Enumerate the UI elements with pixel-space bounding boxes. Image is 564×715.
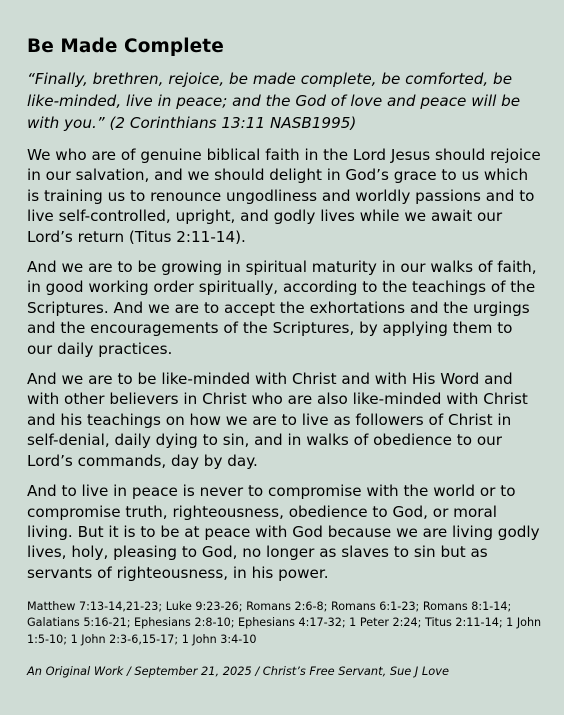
body-paragraph-1: We who are of genuine biblical faith in the Lord Jesus should rejoice in our salvation, and we should delight in God’s grace to us which is training us to renounce ungodliness and worldly passions and to live self-controlled, upright, and godly lives while we await our Lord’s return (Titus 2:11-14). [27, 146, 541, 246]
author-footer: An Original Work / September 21, 2025 / Christ’s Free Servant, Sue J Love [27, 664, 449, 679]
scripture-quote: “Finally, brethren, rejoice, be made complete, be comforted, be like-minded, live in peace; and the God of love and peace will be with you.” (2 Corinthians 13:11 NASB1995) [27, 70, 521, 132]
article-title: Be Made Complete [27, 36, 224, 57]
body-paragraph-4: And to live in peace is never to compromise with the world or to compromise truth, righteousness, obedience to God, or moral living. But it is to be at peace with God because we are living godly lives, holy, pleasing to God, no longer as slaves to sin but as servants of righteousness, in his power. [27, 482, 540, 582]
scripture-references: Matthew 7:13-14,21-23; Luke 9:23-26; Romans 2:6-8; Romans 6:1-23; Romans 8:1-14; Galatians 5:16-21; Ephesians 2:8-10; Ephesians 4:17-32; 1 Peter 2:24; Titus 2:11-14; 1 John 1:5-10; 1 John 2:3-6,15-17; 1 John 3:4-10 [27, 600, 542, 646]
body-paragraph-3: And we are to be like-minded with Christ and with His Word and with other believers in Christ who are also like-minded with Christ and his teachings on how we are to live as followers of Christ in self-denial, daily dying to sin, and in walks of obedience to our Lord’s commands, day by day. [27, 370, 528, 470]
body-paragraph-2: And we are to be growing in spiritual maturity in our walks of faith, in good working order spiritually, according to the teachings of the Scriptures. And we are to accept the exhortations and the urgings and the encouragements of the Scriptures, by applying them to our daily practices. [27, 258, 537, 358]
